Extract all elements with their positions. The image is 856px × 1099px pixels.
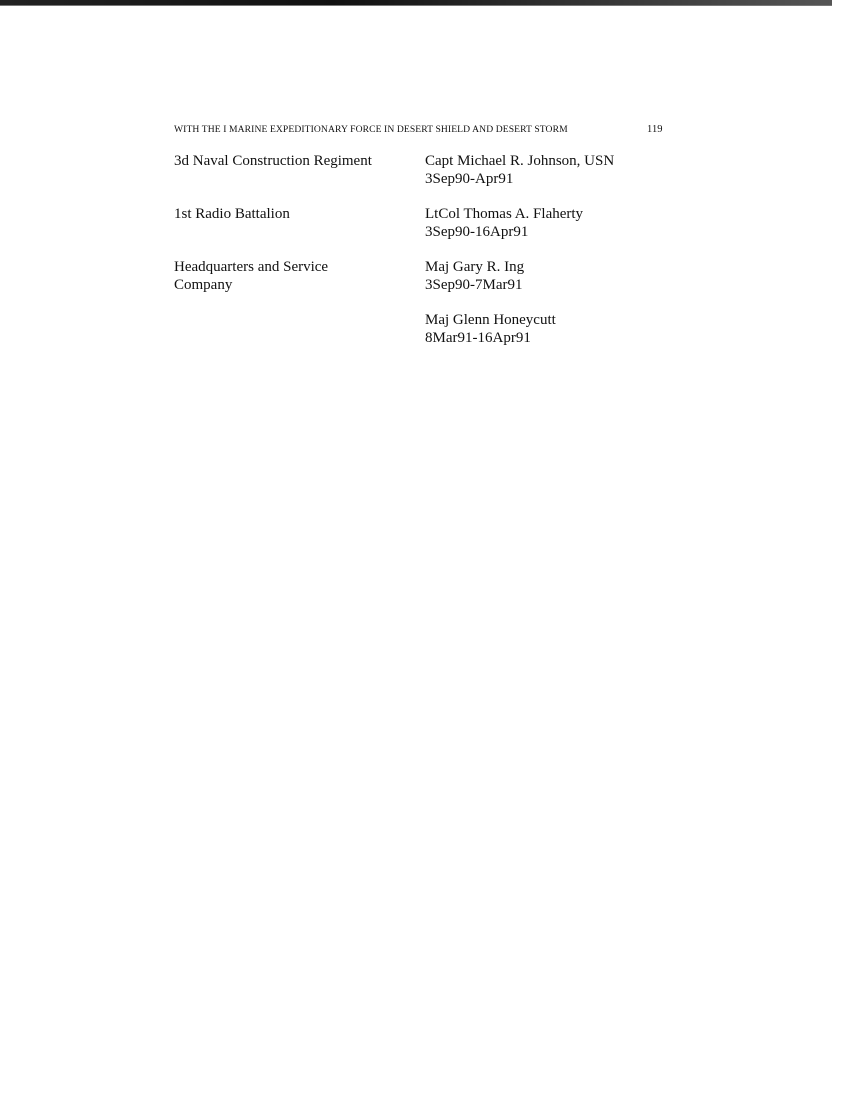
- running-head: [174, 124, 663, 135]
- page-number: 119: [647, 124, 663, 135]
- unit-name-continued: Company: [174, 276, 233, 293]
- unit-name: Headquarters and Service: [174, 259, 329, 275]
- commander-name: Maj Gary R. Ing: [425, 259, 525, 275]
- commander-name: Capt Michael R. Johnson, USN: [425, 153, 615, 169]
- command-dates: 3Sep90-Apr91: [425, 170, 514, 187]
- running-head-title: WITH THE I MARINE EXPEDITIONARY FORCE IN DESERT SHIELD AND DESERT STORM: [174, 124, 568, 135]
- commander-name: LtCol Thomas A. Flaherty: [425, 206, 584, 222]
- command-dates: 3Sep90-16Apr91: [425, 223, 529, 240]
- unit-name: 3d Naval Construction Regiment: [174, 153, 372, 169]
- command-dates: 3Sep90-7Mar91: [425, 276, 523, 293]
- page-top-rule: [0, 0, 832, 6]
- unit-name: 1st Radio Battalion: [174, 206, 290, 222]
- commander-name: Maj Glenn Honeycutt: [425, 312, 556, 328]
- command-dates: 8Mar91-16Apr91: [425, 329, 531, 346]
